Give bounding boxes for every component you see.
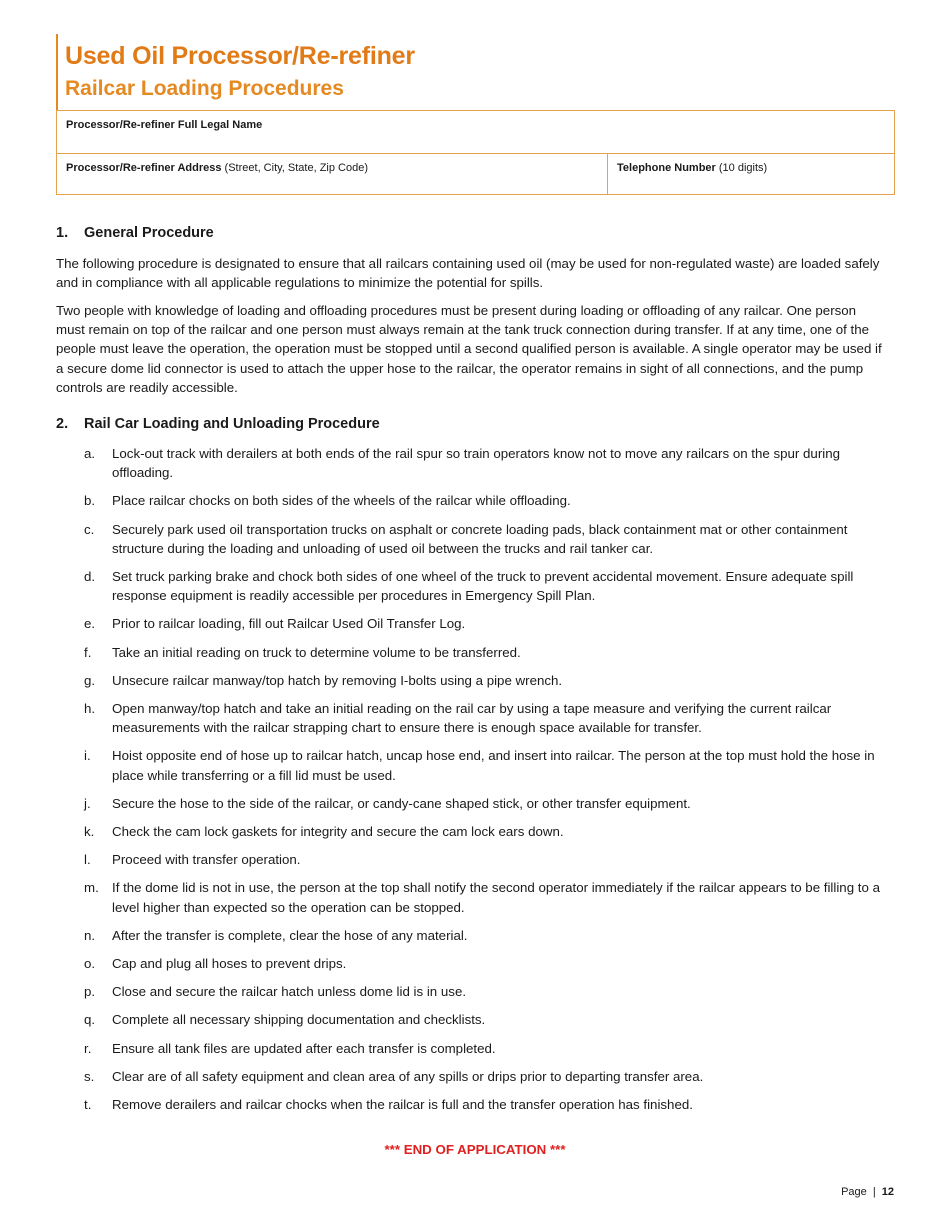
- procedure-step-marker: j.: [84, 795, 91, 811]
- page-number: 12: [881, 1186, 894, 1198]
- address-field[interactable]: [57, 154, 608, 195]
- procedure-step-marker: i.: [84, 748, 91, 764]
- procedure-step-text: Secure the hose to the side of the railcar, or candy-cane shaped stick, or other transfer equipment.: [112, 795, 691, 811]
- procedure-step-marker: g.: [84, 672, 96, 688]
- procedure-step-marker: e.: [84, 616, 96, 632]
- procedure-step: [56, 746, 896, 784]
- section-1-title: General Procedure: [84, 225, 214, 241]
- procedure-step-text: Complete all necessary shipping documentation and checklists.: [112, 1012, 486, 1028]
- telephone-field[interactable]: [608, 154, 895, 195]
- section-1-heading: [56, 225, 214, 241]
- procedure-step-marker: o.: [84, 956, 96, 972]
- procedure-step-marker: h.: [84, 701, 96, 717]
- procedure-step-text: Securely park used oil transportation trucks on asphalt or concrete loading pads, black containment mat or other containment structure during the loading and unloading of used oil between the trucks and rail tanker car.: [112, 521, 848, 556]
- procedure-step-marker: r.: [84, 1040, 92, 1056]
- legal-name-label: Processor/Re-refiner Full Legal Name: [66, 119, 263, 131]
- procedure-step-text: Take an initial reading on truck to determine volume to be transferred.: [112, 644, 521, 660]
- procedure-step-marker: c.: [84, 521, 95, 537]
- procedure-step-marker: l.: [84, 852, 91, 868]
- procedure-step: [56, 982, 896, 1001]
- telephone-label: Telephone Number: [617, 162, 716, 174]
- procedure-step: [56, 878, 896, 916]
- procedure-step-text: Place railcar chocks on both sides of the wheels of the railcar while offloading.: [112, 493, 571, 509]
- procedure-step: [56, 491, 896, 510]
- procedure-step-text: If the dome lid is not in use, the person at the top shall notify the second operator immediately if the railcar appears to be filling to a level higher than expected so the operation can be stopped.: [112, 880, 880, 915]
- section-1-paragraph: The following procedure is designated to ensure that all railcars containing used oil (may be used for non-regulated waste) are loaded safely and in compliance with all applicable regulations to minimize the potential for spills.: [56, 256, 880, 291]
- procedure-step-text: After the transfer is complete, clear the hose of any material.: [112, 927, 468, 943]
- end-of-application-note: *** END OF APPLICATION ***: [384, 1142, 566, 1157]
- applicant-info-table: [56, 110, 895, 195]
- procedure-step-text: Prior to railcar loading, fill out Railcar Used Oil Transfer Log.: [112, 616, 466, 632]
- procedure-step-text: Clear are of all safety equipment and clean area of any spills or drips prior to departing transfer area.: [112, 1068, 704, 1084]
- procedure-step: [56, 850, 896, 869]
- procedure-step: [56, 822, 896, 841]
- procedure-step: [56, 567, 896, 605]
- procedure-step-marker: p.: [84, 984, 96, 1000]
- procedure-step-text: Ensure all tank files are updated after each transfer is completed.: [112, 1040, 496, 1056]
- section-1-paragraph: Two people with knowledge of loading and offloading procedures must be present during loading or offloading of any railcar. One person must remain on top of the railcar and one person must always remain at the tank truck connection during transfer. If at any time, one of the people must leave the operation, the operation must be stopped until a second qualified person is available. A single operator may be used if a secure dome lid connector is used to attach the upper hose to the railcar, the operator remains in sight of all connections, and the pump controls are readily accessible.: [56, 303, 882, 395]
- address-hint: (Street, City, State, Zip Code): [221, 162, 369, 174]
- telephone-hint: (10 digits): [715, 162, 768, 174]
- procedure-step: [56, 926, 896, 945]
- section-2-heading: [56, 416, 380, 432]
- procedure-step-marker: s.: [84, 1068, 95, 1084]
- procedure-step-marker: n.: [84, 927, 96, 943]
- legal-name-field[interactable]: [66, 119, 262, 131]
- procedure-step-text: Close and secure the railcar hatch unless dome lid is in use.: [112, 984, 467, 1000]
- address-label: Processor/Re-refiner Address: [66, 162, 222, 174]
- procedure-step-text: Unsecure railcar manway/top hatch by removing I-bolts using a pipe wrench.: [112, 672, 563, 688]
- section-1-number: 1.: [56, 225, 69, 241]
- telephone-label-wrap: [617, 162, 767, 174]
- procedure-step-text: Hoist opposite end of hose up to railcar hatch, uncap hose end, and insert into railcar. The person at the top must hold the hose in place while transferring or a fill lid must be used.: [112, 748, 875, 783]
- section-2-number: 2.: [56, 416, 69, 432]
- procedure-step-text: Cap and plug all hoses to prevent drips.: [112, 956, 347, 972]
- procedure-step-text: Check the cam lock gaskets for integrity and secure the cam lock ears down.: [112, 824, 564, 840]
- procedure-step-text: Lock-out track with derailers at both ends of the rail spur so train operators know not to move any railcars on the spur during offloading.: [112, 446, 841, 481]
- procedure-step: [56, 444, 896, 482]
- procedure-step-marker: m.: [84, 880, 99, 896]
- procedure-step-text: Proceed with transfer operation.: [112, 852, 301, 868]
- procedure-step-marker: q.: [84, 1012, 96, 1028]
- procedure-list: [56, 444, 896, 1123]
- procedure-step: [56, 1039, 896, 1058]
- procedure-step: [56, 954, 896, 973]
- procedure-step: [56, 643, 896, 662]
- address-label-wrap: [66, 162, 368, 174]
- address-phone-row: [57, 154, 894, 195]
- page-subtitle: Railcar Loading Procedures: [65, 77, 344, 100]
- procedure-step-marker: b.: [84, 493, 96, 509]
- procedure-step-text: Open manway/top hatch and take an initial reading on the rail car by using a tape measure and verifying the current railcar measurements with the railcar strapping chart to ensure there is enough space available for transfer.: [112, 701, 832, 736]
- procedure-step: [56, 794, 896, 813]
- procedure-step: [56, 699, 896, 737]
- procedure-step-text: Set truck parking brake and chock both sides of one wheel of the truck to prevent accidental movement. Ensure adequate spill response equipment is readily accessible per procedures in Emergency Spill Plan.: [112, 569, 854, 604]
- procedure-step-marker: t.: [84, 1097, 92, 1113]
- procedure-step: [56, 614, 896, 633]
- procedure-step-marker: d.: [84, 569, 96, 585]
- procedure-step-text: Remove derailers and railcar chocks when the railcar is full and the transfer operation has finished.: [112, 1097, 693, 1113]
- procedure-step-marker: k.: [84, 824, 95, 840]
- page-title: Used Oil Processor/Re-refiner: [65, 42, 415, 70]
- legal-name-row: [57, 111, 894, 154]
- procedure-step-marker: a.: [84, 446, 96, 461]
- page-footer: [841, 1186, 894, 1198]
- procedure-step: [56, 671, 896, 690]
- section-2-title: Rail Car Loading and Unloading Procedure: [84, 416, 380, 432]
- page-label: Page: [841, 1186, 867, 1198]
- procedure-step: [56, 520, 896, 558]
- procedure-step-marker: f.: [84, 644, 92, 660]
- procedure-step: [56, 1010, 896, 1029]
- procedure-step: [56, 1095, 896, 1114]
- procedure-step: [56, 1067, 896, 1086]
- page-separator: |: [872, 1186, 876, 1198]
- header-accent-rule: [56, 34, 58, 110]
